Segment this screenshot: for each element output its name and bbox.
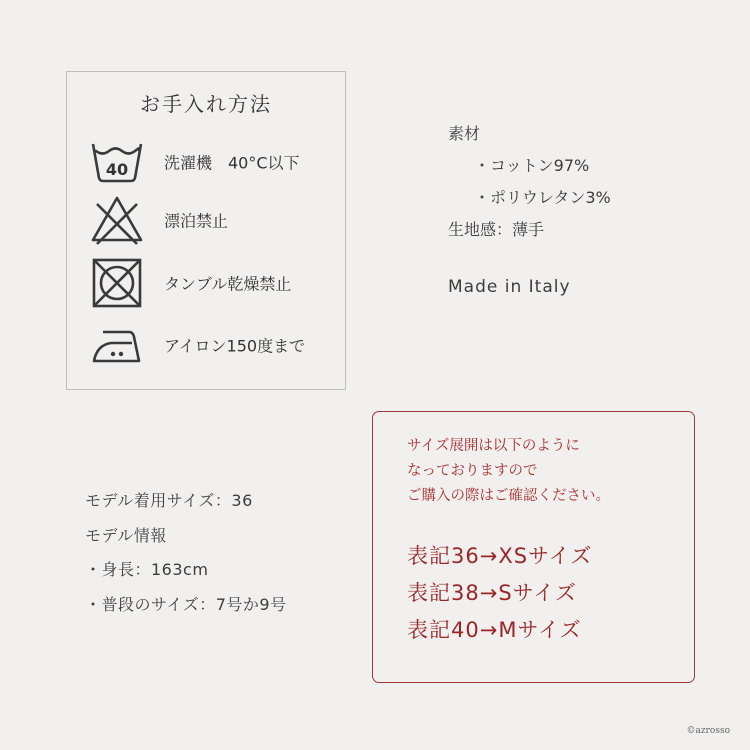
size-notice-box xyxy=(372,411,695,683)
size-notice-line: ご購入の際はご確認ください。 xyxy=(407,488,610,504)
size-notice-line: なっておりますので xyxy=(407,463,538,479)
care-label-iron: アイロン150度まで xyxy=(164,336,306,356)
care-title: お手入れ方法 xyxy=(140,92,272,116)
model-size-worn: モデル着用サイズ：36 xyxy=(85,491,253,510)
model-usual-size: ・普段のサイズ：7号か9号 xyxy=(85,594,287,614)
fabric-texture: 生地感：薄手 xyxy=(448,220,545,239)
model-info-section xyxy=(85,484,287,622)
material-item-polyurethane: ・ポリウレタン3% xyxy=(474,188,611,207)
care-instructions-box xyxy=(66,71,346,390)
care-row-wash xyxy=(89,134,339,190)
care-label-tumble: タンブル乾燥禁止 xyxy=(164,274,292,294)
care-row-tumble xyxy=(89,255,339,311)
size-notice-text xyxy=(407,434,610,509)
care-label-wash: 洗濯機 40°C以下 xyxy=(164,153,300,173)
no-tumble-dry-icon xyxy=(89,255,145,311)
model-height: ・身長：163cm xyxy=(85,560,209,579)
material-section xyxy=(448,118,611,246)
size-notice-line: サイズ展開は以下のように xyxy=(407,438,580,454)
care-row-iron xyxy=(89,317,339,373)
care-label-bleach: 漂泊禁止 xyxy=(164,211,229,231)
wash-temp-text: 40 xyxy=(105,160,129,179)
model-info-heading: モデル情報 xyxy=(85,525,167,545)
material-heading: 素材 xyxy=(448,124,481,143)
size-mapping-list xyxy=(407,538,592,649)
country-of-origin: Made in Italy xyxy=(448,277,571,297)
washing-machine-40-icon xyxy=(89,134,145,190)
no-bleach-icon xyxy=(89,192,145,248)
iron-150-icon xyxy=(89,317,145,373)
size-mapping-38: 表記38→Sサイズ xyxy=(407,581,577,605)
material-item-cotton: ・コットン97% xyxy=(474,156,590,175)
care-row-bleach xyxy=(89,192,339,248)
size-mapping-40: 表記40→Mサイズ xyxy=(407,618,582,642)
size-mapping-36: 表記36→XSサイズ xyxy=(407,544,593,568)
copyright-watermark: ©azrosso xyxy=(686,726,730,736)
